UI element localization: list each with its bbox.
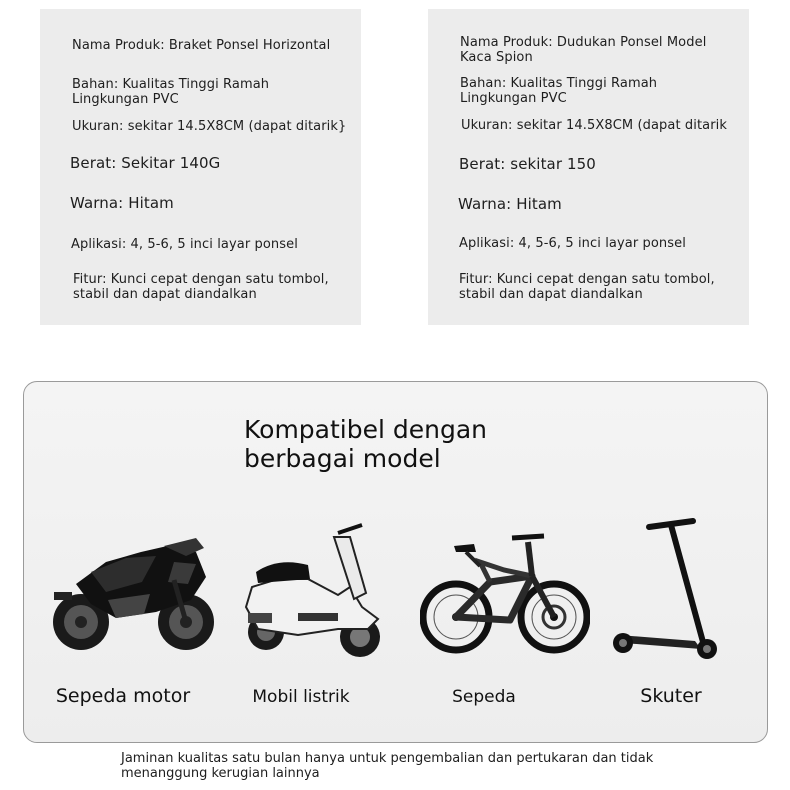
spec-product-name: Nama Produk: Dudukan Ponsel Model Kaca Spion (460, 35, 707, 65)
motorcycle-icon (46, 522, 218, 662)
vehicle-label-motorcycle: Sepeda motor (55, 685, 191, 707)
spec-weight: Berat: sekitar 150 (459, 155, 596, 173)
spec-product-name: Nama Produk: Braket Ponsel Horizontal (72, 38, 331, 53)
spec-application: Aplikasi: 4, 5-6, 5 inci layar ponsel (459, 236, 686, 251)
spec-size: Ukuran: sekitar 14.5X8CM (dapat ditarik (461, 118, 727, 133)
bicycle-icon (420, 522, 590, 662)
kick-scooter-icon (609, 517, 729, 662)
compatibility-panel (23, 381, 768, 743)
spec-material: Bahan: Kualitas Tinggi Ramah Lingkungan PVC (460, 76, 658, 106)
spec-color: Warna: Hitam (70, 194, 174, 212)
spec-card-mirror-mount (428, 9, 749, 325)
vehicle-label-bicycle: Sepeda (452, 687, 516, 707)
spec-weight: Berat: Sekitar 140G (70, 154, 221, 172)
compatibility-title: Kompatibel dengan berbagai model (244, 415, 488, 473)
spec-size: Ukuran: sekitar 14.5X8CM (dapat ditarik} (72, 119, 347, 134)
vehicle-label-electric-moped: Mobil listrik (252, 687, 350, 707)
scooter-moped-icon (238, 517, 388, 662)
spec-card-horizontal-bracket (40, 9, 361, 325)
spec-feature: Fitur: Kunci cepat dengan satu tombol, stabil dan dapat diandalkan (459, 272, 715, 302)
spec-material: Bahan: Kualitas Tinggi Ramah Lingkungan PVC (72, 77, 270, 107)
warranty-note: Jaminan kualitas satu bulan hanya untuk pengembalian dan pertukaran dan tidak menanggung kerugian lainnya (121, 751, 654, 781)
spec-feature: Fitur: Kunci cepat dengan satu tombol, stabil dan dapat diandalkan (73, 272, 329, 302)
spec-color: Warna: Hitam (458, 195, 562, 213)
spec-application: Aplikasi: 4, 5-6, 5 inci layar ponsel (71, 237, 298, 252)
vehicle-label-kick-scooter: Skuter (640, 685, 702, 707)
